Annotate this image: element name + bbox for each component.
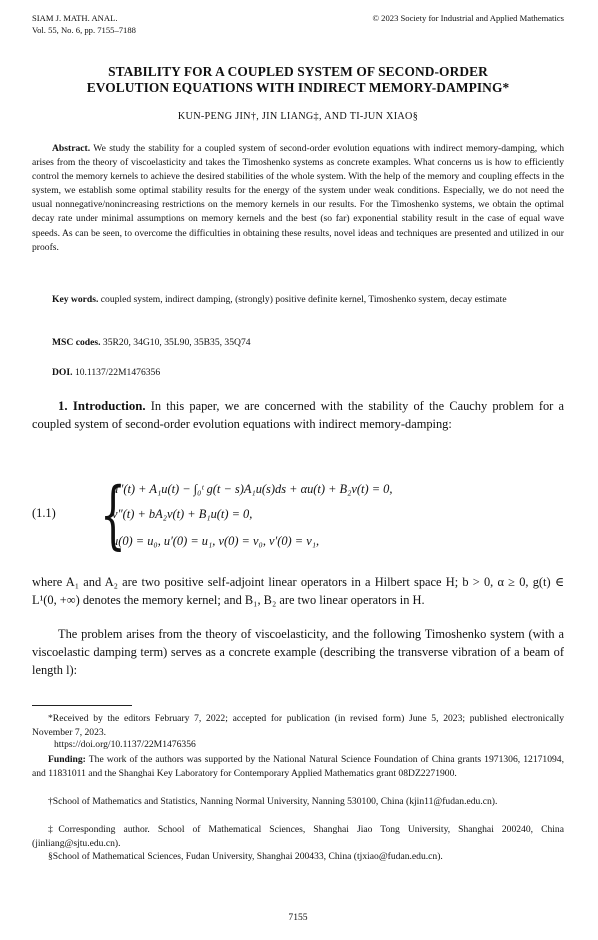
footnote-author-2: ‡Corresponding author. School of Mathematical Sciences, Shanghai Jiao Tong University, Shanghai 200240, China (jinliang@sjtu.edu.cn). (32, 824, 564, 850)
introduction-paragraph (32, 398, 564, 434)
intro-text: In this paper, we are concerned with the stability of the Cauchy problem for a coupled system of second-order evolution equations with indirect memory-damping: (32, 399, 564, 431)
left-brace-icon: { (100, 472, 126, 558)
abstract-label: Abstract. (52, 143, 91, 154)
title-line-2: EVOLUTION EQUATIONS WITH INDIRECT MEMORY-DAMPING* (86, 80, 510, 95)
footnote-author-3: §School of Mathematical Sciences, Fudan University, Shanghai 200433, China (tjxiao@fudan.edu.cn). (48, 851, 443, 862)
journal-info (32, 12, 136, 36)
paragraph-operators: where A₁ and A₂ are two positive self-adjoint linear operators in a Hilbert space H; b > 0, α ≥ 0, g(t) ∈ L¹(0, +∞) denotes the memory kernel; and B₁, B₂ are two linear operators in H. (32, 575, 564, 607)
doi-label: DOI. (52, 367, 73, 378)
paper-page (32, 0, 564, 940)
equation-line-2: v″(t) + bA₂v(t) + B₁u(t) = 0, (112, 507, 253, 521)
author-list: KUN-PENG JIN†, JIN LIANG‡, AND TI-JUN XIAO§ (177, 111, 419, 122)
doi (52, 367, 160, 378)
journal-volume: Vol. 55, No. 6, pp. 7155–7188 (32, 25, 136, 35)
footnote-author-1: †School of Mathematics and Statistics, Nanning Normal University, Nanning 530100, China (kjin11@fudan.edu.cn). (48, 796, 498, 807)
keywords (32, 293, 564, 307)
equation-number: (1.1) (32, 506, 56, 520)
abstract-text: We study the stability for a coupled system of second-order evolution equations with indirect memory-damping, which arises from the theory of viscoelasticity and takes the Timoshenko systems as concrete examples. What concerns us is how to efficiently control the memory kernels to achieve the desired stabilities of the whole system. With the help of the memory and coupling effects in the system, we establish some optimal stability results for the energy of the system under weak conditions. Especially, we do not need the usual nonnegative/nonincreasing restrictions on the memory kernels in our results. For the Timoshenko systems, we obtain the optimal decay rate under minimal assumptions on memory kernels and the best (so far) exponential stability result in the case of equal wave speeds. As can be seen, to overcome the difficulties in obtaining these results, novel ideas and techniques are presented and utilized in our proofs. (32, 143, 564, 253)
msc-text: 35R20, 34G10, 35L90, 35B35, 35Q74 (102, 337, 251, 348)
funding-text: The work of the authors was supported by the National Natural Science Foundation of China grants 1971306, 12171094, and 11831011 and the Shanghai Key Laboratory for Contemporary Applied Mathematics grant 08DZ2271900. (32, 754, 565, 780)
msc-codes (52, 337, 251, 348)
equation-1-1 (32, 472, 564, 558)
footnote-doi-link[interactable]: https://doi.org/10.1137/22M1476356 (54, 739, 196, 750)
footnote-funding (32, 753, 564, 781)
abstract (32, 142, 564, 255)
footnote-rule (32, 705, 132, 706)
journal-name: SIAM J. MATH. ANAL. (32, 13, 118, 23)
page-number: 7155 (288, 912, 308, 923)
footnote-received: *Received by the editors February 7, 2022; accepted for publication (in revised form) June 5, 2023; published electronically November 7, 2023. (32, 713, 564, 739)
equation-line-1: u″(t) + A₁u(t) − ∫₀ᵗ g(t − s)A₁u(s)ds + αu(t) + B₂v(t) = 0, (112, 482, 393, 496)
equation-line-3: u(0) = u₀, u′(0) = u₁, v(0) = v₀, v′(0) = v₁, (112, 534, 320, 548)
doi-text[interactable]: 10.1137/22M1476356 (74, 367, 161, 378)
section-heading: 1. Introduction. (58, 399, 146, 413)
keywords-label: Key words. (52, 294, 99, 305)
paper-title (32, 64, 564, 96)
funding-label: Funding: (48, 754, 86, 765)
msc-label: MSC codes. (52, 337, 101, 348)
keywords-text: coupled system, indirect damping, (strongly) positive definite kernel, Timoshenko system, decay estimate (100, 294, 507, 305)
copyright-notice: © 2023 Society for Industrial and Applied Mathematics (372, 13, 564, 23)
paragraph-viscoelasticity: The problem arises from the theory of viscoelasticity, and the following Timoshenko system (with a viscoelastic damping term) serves as a concrete example (describing the transverse vibration of a beam of length l): (32, 627, 564, 677)
title-line-1: STABILITY FOR A COUPLED SYSTEM OF SECOND-ORDER (108, 64, 488, 79)
